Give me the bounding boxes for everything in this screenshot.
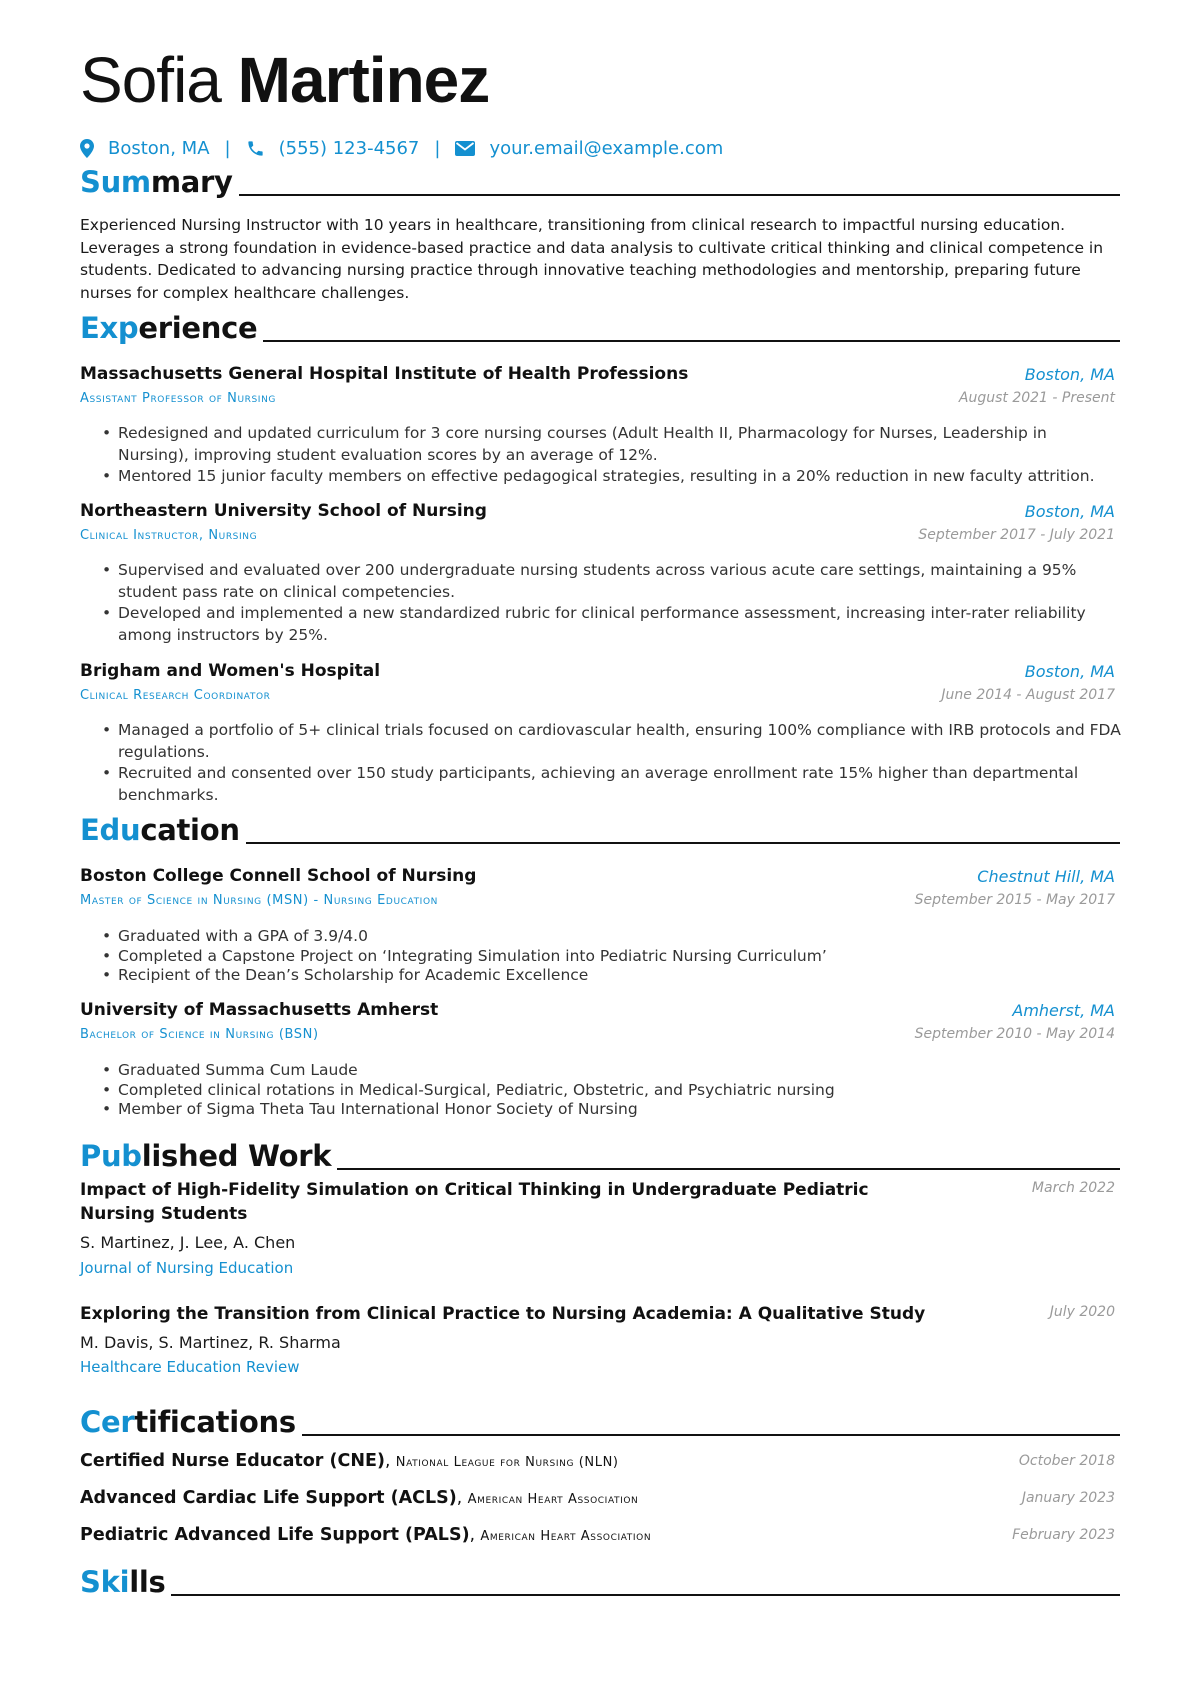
bullet-item: • Managed a portfolio of 5+ clinical trials focused on cardiovascular health, ensuring 100% compliance with IRB protocols and FDA regulations. [80,720,1122,763]
publication-title: Impact of High-Fidelity Simulation on Critical Thinking in Undergraduate Pediatric Nursing Students [80,1180,869,1224]
contact-location [80,138,210,159]
heading-rest: mary [150,165,233,199]
experience-dates: June 2014 - August 2017 [941,687,1115,703]
contact-separator: | [224,137,231,159]
experience-role: Clinical Research Coordinator [80,688,271,703]
summary-text: Experienced Nursing Instructor with 10 years in healthcare, transitioning from clinical research to impactful nursing education. Leverages a strong foundation in evidence-based practice and data analysis to cultivate critical thinking and clinical competence in students. Dedicated to advancing nursing practice through innovative teaching methodologies and mentorship, preparing future nurses for complex healthcare challenges. [80,216,1104,302]
bullet-item: • Member of Sigma Theta Tau International Honor Society of Nursing [80,1100,1122,1120]
heading-rule [246,842,1120,844]
bullet-item: • Recruited and consented over 150 study participants, achieving an average enrollment rate 15% higher than departmental benchmarks. [80,763,1122,806]
heading-accent: Edu [80,813,141,847]
experience-bullets [80,560,1122,646]
publication-journal[interactable]: Journal of Nursing Education [80,1259,294,1277]
heading-rest: lished Work [141,1139,332,1173]
education-degree: Master of Science in Nursing (MSN) - Nursing Education [80,893,438,908]
certification-issuer: American Heart Association [467,1492,639,1507]
certification-item: Pediatric Advanced Life Support (PALS), American Heart Association [80,1525,652,1545]
publication-date: March 2022 [1031,1180,1115,1196]
bullet-item: • Completed clinical rotations in Medical-Surgical, Pediatric, Obstetric, and Psychiatric nursing [80,1081,1122,1101]
publication-title: Exploring the Transition from Clinical Practice to Nursing Academia: A Qualitative Study [80,1304,926,1324]
heading-rest: erience [138,311,258,345]
certification-item: Certified Nurse Educator (CNE), National League for Nursing (NLN) [80,1451,619,1471]
envelope-icon [455,141,475,156]
contact-email[interactable] [455,138,723,159]
experience-heading [80,306,1120,346]
contact-line [80,134,723,162]
bullet-item: • Recipient of the Dean’s Scholarship for Academic Excellence [80,966,1122,986]
email-text: your.email@example.com [489,137,724,159]
phone-text: (555) 123-4567 [278,137,420,159]
heading-rest: lls [129,1565,166,1599]
heading-rest: cation [140,813,240,847]
heading-rule [337,1168,1120,1170]
certification-date: February 2023 [1012,1527,1115,1543]
certification-issuer: National League for Nursing (NLN) [395,1455,619,1470]
publication-journal[interactable]: Healthcare Education Review [80,1358,300,1376]
education-bullets [80,927,1122,986]
heading-accent: Sum [80,165,151,199]
experience-location: Boston, MA [1024,662,1115,681]
experience-org: Brigham and Women's Hospital [80,661,381,681]
heading-rule [263,340,1120,342]
heading-accent: Pub [80,1139,142,1173]
first-name: Sofia [80,44,221,116]
bullet-item: • Redesigned and updated curriculum for 3 core nursing courses (Adult Health II, Pharmacology for Nurses, Leadership in Nursing), improving student evaluation scores by an average of 12%. [80,423,1122,466]
location-text: Boston, MA [108,137,210,159]
experience-org: Massachusetts General Hospital Institute of Health Professions [80,364,689,384]
certification-issuer: American Heart Association [480,1529,652,1544]
education-school: University of Massachusetts Amherst [80,1000,439,1020]
certification-item: Advanced Cardiac Life Support (ACLS), American Heart Association [80,1488,639,1508]
experience-role: Assistant Professor of Nursing [80,391,276,406]
skills-heading [80,1560,1120,1600]
education-bullets [80,1061,1122,1120]
education-dates: September 2015 - May 2017 [914,892,1115,908]
heading-rule [239,194,1120,196]
heading-rest: tifications [134,1405,296,1439]
certifications-heading [80,1400,1120,1440]
last-name: Martinez [237,44,490,116]
certification-name: Advanced Cardiac Life Support (ACLS) [80,1488,457,1508]
experience-org: Northeastern University School of Nursing [80,501,487,521]
publication-date: July 2020 [1049,1304,1115,1320]
education-location: Amherst, MA [1012,1001,1115,1020]
map-marker-icon [80,139,94,158]
education-school: Boston College Connell School of Nursing [80,866,477,886]
candidate-name [80,40,489,120]
heading-accent: Exp [80,311,139,345]
heading-accent: Ski [80,1565,130,1599]
education-degree: Bachelor of Science in Nursing (BSN) [80,1027,319,1042]
heading-accent: Cer [80,1405,135,1439]
education-dates: September 2010 - May 2014 [914,1026,1115,1042]
certification-name: Certified Nurse Educator (CNE) [80,1451,385,1471]
phone-icon [246,139,265,158]
experience-role: Clinical Instructor, Nursing [80,528,258,543]
contact-phone[interactable] [246,138,420,159]
heading-rule [302,1434,1120,1436]
contact-separator: | [434,137,441,159]
summary-heading [80,160,1120,200]
bullet-item: • Graduated with a GPA of 3.9/4.0 [80,927,1122,947]
publication-authors: S. Martinez, J. Lee, A. Chen [80,1233,296,1252]
experience-bullets [80,720,1122,806]
certification-name: Pediatric Advanced Life Support (PALS) [80,1525,470,1545]
bullet-item: • Supervised and evaluated over 200 undergraduate nursing students across various acute care settings, maintaining a 95% student pass rate on clinical competencies. [80,560,1122,603]
education-location: Chestnut Hill, MA [977,867,1115,886]
publications-heading [80,1134,1120,1174]
experience-location: Boston, MA [1024,502,1115,521]
experience-dates: August 2021 - Present [958,390,1115,406]
bullet-item: • Mentored 15 junior faculty members on effective pedagogical strategies, resulting in a 20% reduction in new faculty attrition. [80,466,1122,488]
certification-date: January 2023 [1021,1490,1115,1506]
bullet-item: • Developed and implemented a new standardized rubric for clinical performance assessment, increasing inter-rater reliability among instructors by 25%. [80,603,1122,646]
experience-bullets [80,423,1122,488]
bullet-item: • Graduated Summa Cum Laude [80,1061,1122,1081]
heading-rule [171,1594,1120,1596]
experience-location: Boston, MA [1024,365,1115,384]
publication-authors: M. Davis, S. Martinez, R. Sharma [80,1333,341,1352]
bullet-item: • Completed a Capstone Project on ‘Integrating Simulation into Pediatric Nursing Curriculum’ [80,947,1122,967]
experience-dates: September 2017 - July 2021 [918,527,1115,543]
certification-date: October 2018 [1018,1453,1115,1469]
education-heading [80,808,1120,848]
